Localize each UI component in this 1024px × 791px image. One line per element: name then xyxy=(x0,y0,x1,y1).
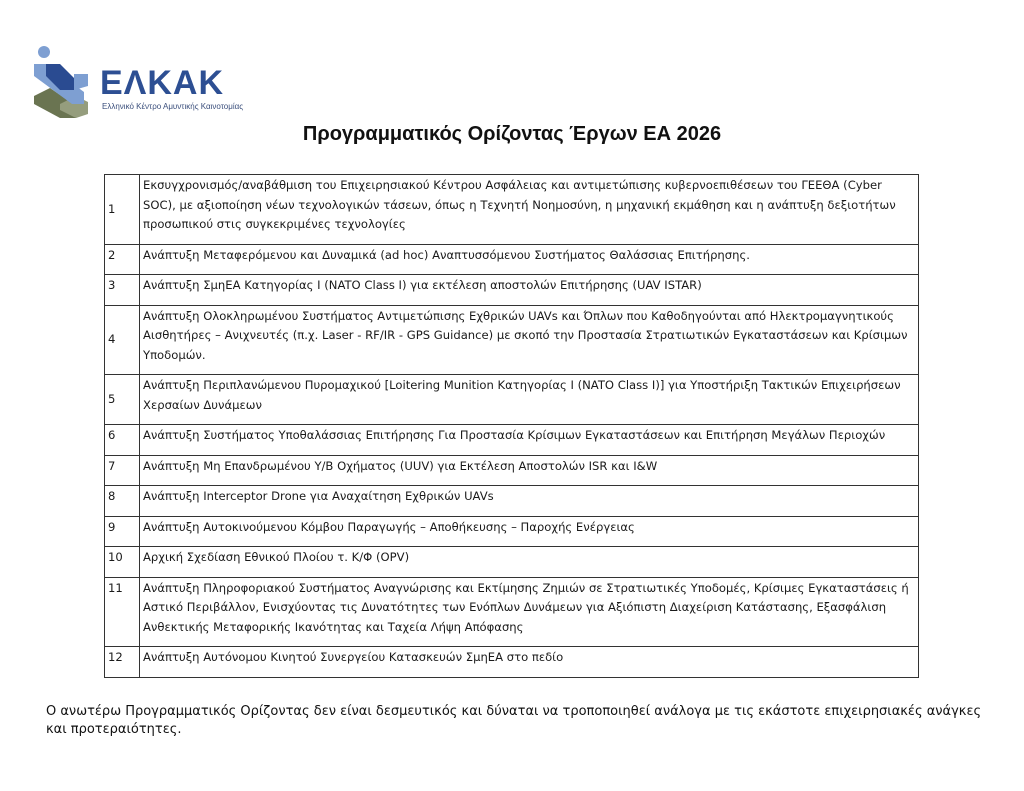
project-description: Ανάπτυξη Περιπλανώμενου Πυρομαχικού [Loitering Munition Κατηγορίας Ι (NATO Class I)] για Υποστήριξη Τακτικών Επιχειρήσεων Χερσαίων Δυνάμεων xyxy=(140,375,919,425)
project-description: Ανάπτυξη Μη Επανδρωμένου Υ/Β Οχήματος (UUV) για Εκτέλεση Αποστολών ISR και I&W xyxy=(140,455,919,486)
project-number: 2 xyxy=(105,244,140,275)
project-number: 5 xyxy=(105,375,140,425)
project-number: 9 xyxy=(105,516,140,547)
project-description: Ανάπτυξη Ολοκληρωμένου Συστήματος Αντιμετώπισης Εχθρικών UAVs και Όπλων που Καθοδηγούνται από Ηλεκτρομαγνητικούς Αισθητήρες – Ανιχνευτές (π.χ. Laser - RF/IR - GPS Guidance) με σκοπό την Προστασία Στρατιωτικών Εγκαταστάσεων και Κρίσιμων Υποδομών. xyxy=(140,305,919,375)
projects-table xyxy=(104,174,919,678)
project-description: Ανάπτυξη ΣμηΕΑ Κατηγορίας Ι (NATO Class I) για εκτέλεση αποστολών Επιτήρησης (UAV ISTAR) xyxy=(140,275,919,306)
table-row xyxy=(105,547,919,578)
table-row xyxy=(105,305,919,375)
project-number: 7 xyxy=(105,455,140,486)
project-description: Ανάπτυξη Συστήματος Υποθαλάσσιας Επιτήρησης Για Προστασία Κρίσιμων Εγκαταστάσεων και Επιτήρηση Μεγάλων Περιοχών xyxy=(140,425,919,456)
project-number: 12 xyxy=(105,647,140,678)
table-row xyxy=(105,577,919,647)
table-row xyxy=(105,455,919,486)
project-number: 4 xyxy=(105,305,140,375)
table-row xyxy=(105,244,919,275)
project-number: 10 xyxy=(105,547,140,578)
project-number: 6 xyxy=(105,425,140,456)
project-description: Εκσυγχρονισμός/αναβάθμιση του Επιχειρησιακού Κέντρου Ασφάλειας και αντιμετώπισης κυβερνοεπιθέσεων του ΓΕΕΘΑ (Cyber SOC), με αξιοποίηση νέων τεχνολογικών τάσεων, όπως η Τεχνητή Νοημοσύνη, η μηχανική εκμάθηση και η ανάπτυξη δεξιοτήτων προσωπικού στις συγκεκριμένες τεχνολογίες xyxy=(140,175,919,245)
project-description: Ανάπτυξη Πληροφοριακού Συστήματος Αναγνώρισης και Εκτίμησης Ζημιών σε Στρατιωτικές Υποδομές, Κρίσιμες Εγκαταστάσεις ή Αστικό Περιβάλλον, Ενισχύοντας τις Δυνατότητες των Ενόπλων Δυνάμεων για Αξιόπιστη Διαχείριση Κατάστασης, Εξασφάλιση Ανθεκτικής Μεταφορικής Ικανότητας και Ταχεία Λήψη Απόφασης xyxy=(140,577,919,647)
logo-wordmark: ΕΛΚΑΚ xyxy=(100,64,225,102)
disclaimer-note: Ο ανωτέρω Προγραμματικός Ορίζοντας δεν είναι δεσμευτικός και δύναται να τροποποιηθεί ανάλογα με τις εκάστοτε επιχειρησιακές ανάγκες και προτεραιότητες. xyxy=(46,704,982,737)
project-number: 8 xyxy=(105,486,140,517)
project-description: Ανάπτυξη Αυτοκινούμενου Κόμβου Παραγωγής – Αποθήκευσης – Παροχής Ενέργειας xyxy=(140,516,919,547)
table-row xyxy=(105,375,919,425)
project-description: Ανάπτυξη Αυτόνομου Κινητού Συνεργείου Κατασκευών ΣμηΕΑ στο πεδίο xyxy=(140,647,919,678)
table-row xyxy=(105,486,919,517)
table-row xyxy=(105,647,919,678)
table-row xyxy=(105,425,919,456)
project-number: 11 xyxy=(105,577,140,647)
table-row xyxy=(105,275,919,306)
project-description: Ανάπτυξη Interceptor Drone για Αναχαίτηση Εχθρικών UAVs xyxy=(140,486,919,517)
project-number: 1 xyxy=(105,175,140,245)
project-description: Ανάπτυξη Μεταφερόμενου και Δυναμικά (ad hoc) Αναπτυσσόμενου Συστήματος Θαλάσσιας Επιτήρησης. xyxy=(140,244,919,275)
page-title: Προγραμματικός Ορίζοντας Έργων ΕΑ 2026 xyxy=(302,123,722,145)
elkak-logo-icon xyxy=(30,44,94,124)
project-number: 3 xyxy=(105,275,140,306)
project-description: Αρχική Σχεδίαση Εθνικού Πλοίου τ. Κ/Φ (OPV) xyxy=(140,547,919,578)
table-row xyxy=(105,516,919,547)
logo-subtitle: Ελληνικό Κέντρο Αμυντικής Καινοτομίας xyxy=(102,102,244,111)
table-row xyxy=(105,175,919,245)
organization-logo xyxy=(30,44,250,124)
